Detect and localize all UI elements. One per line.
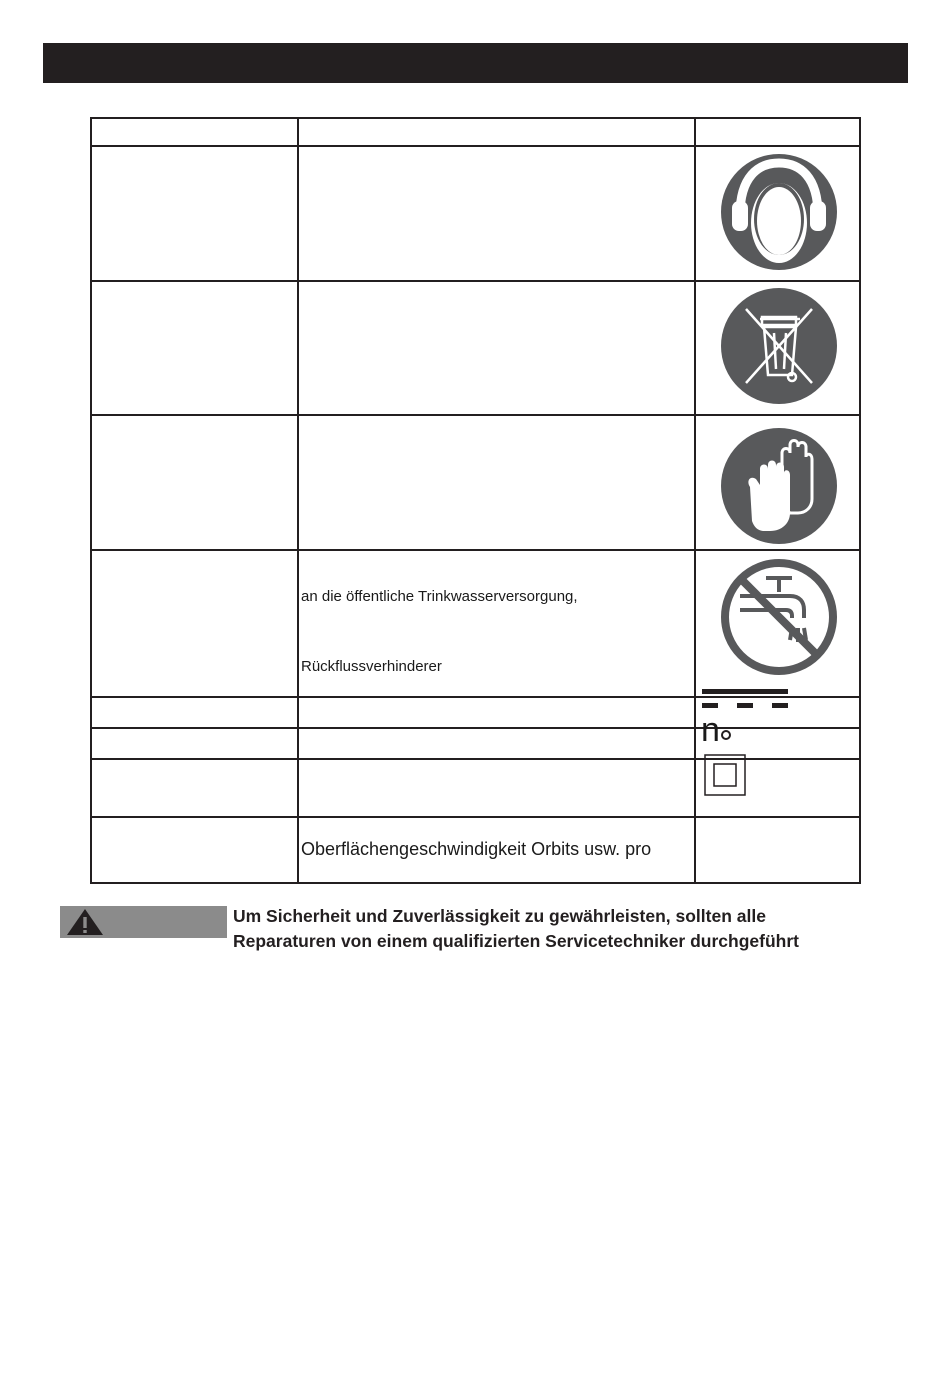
warning-triangle-icon [65,907,105,937]
no-load-degree-mark [720,729,732,741]
table-header-divider [90,145,861,147]
warning-note-line1: Um Sicherheit und Zuverlässigkeit zu gewährleisten, sollten alle [233,906,766,926]
class-ii-double-insulation-icon [704,754,746,801]
warning-note-line2: Reparaturen von einem qualifizierten Servicetechniker durchgeführt [233,931,799,951]
crossed-out-wheelie-bin-icon [720,287,838,405]
table-column-divider [297,117,299,884]
no-drinking-water-connection-icon [720,558,838,676]
table-row-divider [90,727,861,729]
section-header-bar [43,43,908,83]
table-border-right [859,117,861,884]
table-column-divider [694,117,696,884]
table-row-divider [90,414,861,416]
table-row-divider [90,280,861,282]
no-load-speed-icon [701,713,732,747]
table-row-divider [90,549,861,551]
row-8-description: Oberflächengeschwindigkeit Orbits usw. pro [301,839,652,859]
table-border-top [90,117,861,119]
protective-gloves-icon [720,427,838,545]
table-row-divider [90,816,861,818]
row-4-description-line2: Rückflussverhinderer [301,658,442,675]
warning-label-tab [60,906,227,938]
row-4-description-line1: an die öffentliche Trinkwasserversorgung, [301,588,578,605]
hearing-protection-icon [720,153,838,271]
symbols-table [90,117,861,884]
table-border-bottom [90,882,861,884]
no-load-speed-letter: n [701,711,720,749]
table-border-left [90,117,92,884]
